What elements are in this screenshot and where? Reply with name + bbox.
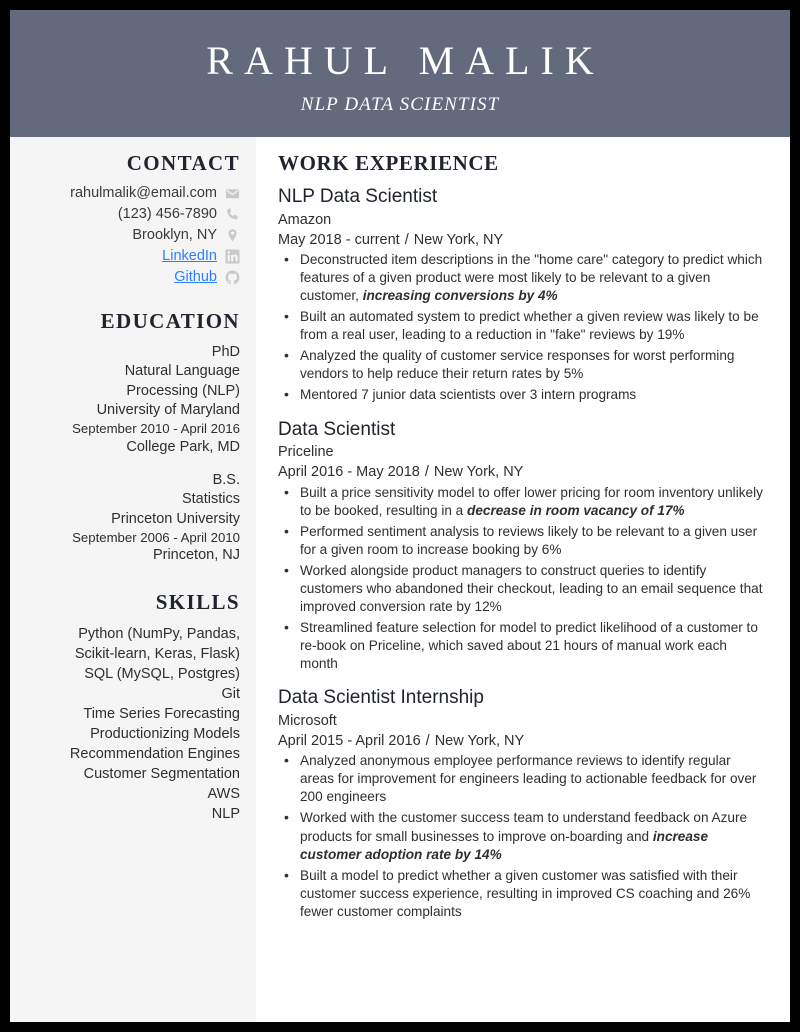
education-location: Princeton, NJ bbox=[152, 547, 240, 564]
job-bullet-list bbox=[278, 752, 768, 921]
skill-item: SQL (MySQL, Postgres) bbox=[84, 665, 240, 682]
bullet-emphasis: increasing conversions by 4% bbox=[362, 288, 558, 304]
job-entry bbox=[278, 687, 768, 921]
education-entry bbox=[20, 471, 240, 566]
header-subtitle: NLP DATA SCIENTIST bbox=[300, 93, 500, 115]
job-entry bbox=[278, 419, 768, 674]
skills-list bbox=[20, 624, 240, 824]
education-school: Princeton University bbox=[111, 510, 240, 527]
job-company: Amazon bbox=[278, 211, 332, 228]
skill-item: Customer Segmentation bbox=[83, 765, 240, 782]
bullet-text: Worked with the customer success team to understand feedback on Azure products for small businesses to improve on-boarding and bbox=[300, 810, 748, 844]
resume-page bbox=[10, 10, 790, 1022]
bullet-emphasis: decrease in room vacancy of 17% bbox=[467, 502, 685, 518]
section-heading-education: EDUCATION bbox=[100, 309, 240, 333]
envelope-icon bbox=[225, 186, 240, 201]
linkedin-icon bbox=[225, 249, 240, 264]
job-meta bbox=[278, 230, 768, 250]
skill-item: Git bbox=[221, 685, 240, 702]
bullet-emphasis: increase customer adoption rate by 14% bbox=[300, 828, 709, 862]
job-title: NLP Data Scientist bbox=[278, 186, 438, 207]
location-pin-icon bbox=[225, 228, 240, 243]
contact-item[interactable] bbox=[20, 269, 240, 285]
skill-item: AWS bbox=[207, 785, 240, 802]
job-bullet bbox=[278, 308, 768, 344]
job-bullet bbox=[278, 619, 768, 673]
contact-text: rahulmalik@email.com bbox=[70, 185, 217, 201]
job-list bbox=[278, 186, 768, 921]
job-bullet bbox=[278, 523, 768, 559]
job-location: New York, NY bbox=[413, 231, 504, 248]
education-dates: September 2006 - April 2010 bbox=[72, 529, 240, 545]
skill-item: Recommendation Engines bbox=[69, 745, 240, 762]
job-bullet-list bbox=[278, 251, 768, 405]
education-degree: B.S. bbox=[212, 471, 240, 488]
job-meta-separator: / bbox=[424, 464, 429, 481]
contact-link-text[interactable]: LinkedIn bbox=[162, 248, 217, 264]
job-bullet bbox=[278, 562, 768, 616]
resume-body bbox=[10, 137, 790, 1022]
education-degree: PhD bbox=[211, 344, 240, 360]
job-bullet bbox=[278, 347, 768, 383]
contact-list bbox=[20, 185, 240, 285]
github-icon bbox=[225, 270, 240, 285]
job-title: Data Scientist bbox=[278, 418, 396, 440]
skill-item: NLP bbox=[211, 805, 240, 822]
section-heading-work-experience: WORK EXPERIENCE bbox=[278, 151, 499, 175]
education-list bbox=[20, 343, 240, 566]
contact-link-text[interactable]: Github bbox=[174, 269, 217, 285]
page-title: RAHUL MALIK bbox=[206, 37, 605, 83]
job-bullet bbox=[278, 809, 768, 863]
education-field: Natural Language bbox=[124, 363, 240, 380]
job-bullet bbox=[278, 251, 768, 305]
job-title: Data Scientist Internship bbox=[278, 687, 484, 709]
bullet-text: Built an automated system to predict whether a given review was likely to be from a real user, leading to a reduction in "fake" reviews by 19% bbox=[300, 309, 759, 343]
education-location: College Park, MD bbox=[126, 438, 240, 455]
job-entry bbox=[278, 186, 768, 405]
job-bullet bbox=[278, 386, 768, 404]
bullet-text: Performed sentiment analysis to reviews likely to be relevant to a given user for a given room to increase booking by 6% bbox=[300, 523, 758, 557]
contact-item bbox=[20, 227, 240, 243]
bullet-text: Built a model to predict whether a given customer was satisfied with their customer success experience, resulting in improved CS coaching and 26% fewer customer complaints bbox=[300, 867, 751, 919]
bullet-text: Built a price sensitivity model to offer lower pricing for room inventory unlikely to be booked, resulting in a bbox=[300, 484, 763, 518]
bullet-text: Mentored 7 junior data scientists over 3 intern programs bbox=[300, 387, 637, 403]
skill-item: Python (NumPy, Pandas, bbox=[78, 625, 240, 642]
contact-text: (123) 456-7890 bbox=[117, 206, 217, 222]
bullet-text: Streamlined feature selection for model to predict likelihood of a customer to re-book on Priceline, which saved about 21 hours of manual work each month bbox=[300, 620, 758, 672]
job-bullet bbox=[278, 484, 768, 520]
section-heading-skills: SKILLS bbox=[155, 589, 240, 614]
phone-icon bbox=[225, 207, 240, 222]
job-meta-separator: / bbox=[404, 231, 409, 248]
job-company: Microsoft bbox=[278, 713, 337, 730]
resume-header bbox=[10, 10, 790, 137]
education-field: Processing (NLP) bbox=[126, 382, 240, 399]
skill-item: Scikit-learn, Keras, Flask) bbox=[74, 645, 240, 662]
job-meta bbox=[278, 731, 768, 751]
education-field: Statistics bbox=[181, 491, 240, 508]
job-bullet bbox=[278, 752, 768, 806]
job-dates: April 2016 - May 2018 bbox=[278, 464, 420, 481]
skill-item: Productionizing Models bbox=[90, 725, 240, 742]
education-school: University of Maryland bbox=[96, 401, 240, 418]
skill-item: Time Series Forecasting bbox=[83, 705, 240, 722]
sidebar bbox=[10, 137, 256, 1022]
job-bullet bbox=[278, 867, 768, 921]
bullet-text: Worked alongside product managers to construct queries to identify customers who abandoned their checkout, leading to an email sequence that improved conversion rate by 12% bbox=[300, 562, 763, 614]
contact-item[interactable] bbox=[20, 248, 240, 264]
job-location: New York, NY bbox=[433, 464, 524, 481]
contact-item bbox=[20, 206, 240, 222]
job-meta bbox=[278, 462, 768, 482]
main-column bbox=[256, 137, 790, 1022]
job-dates: May 2018 - current bbox=[278, 231, 400, 248]
job-company: Priceline bbox=[278, 444, 334, 461]
job-dates: April 2015 - April 2016 bbox=[278, 732, 421, 749]
education-entry bbox=[20, 343, 240, 457]
job-location: New York, NY bbox=[434, 732, 525, 749]
education-dates: September 2010 - April 2016 bbox=[72, 421, 240, 437]
bullet-text: Deconstructed item descriptions in the "home care" category to predict which features of a given product were most likely to be relevant to a given customer, bbox=[300, 251, 763, 304]
bullet-text: Analyzed the quality of customer service responses for worst performing vendors to help reduce their return rates by 5% bbox=[300, 348, 735, 382]
bullet-text: Analyzed anonymous employee performance reviews to identify regular areas for improvement for engineers leading to actionable feedback for over 200 engineers bbox=[300, 753, 757, 805]
contact-text: Brooklyn, NY bbox=[132, 227, 217, 243]
job-bullet-list bbox=[278, 484, 768, 674]
job-meta-separator: / bbox=[425, 732, 430, 749]
section-heading-contact: CONTACT bbox=[126, 151, 240, 175]
contact-item bbox=[20, 185, 240, 201]
